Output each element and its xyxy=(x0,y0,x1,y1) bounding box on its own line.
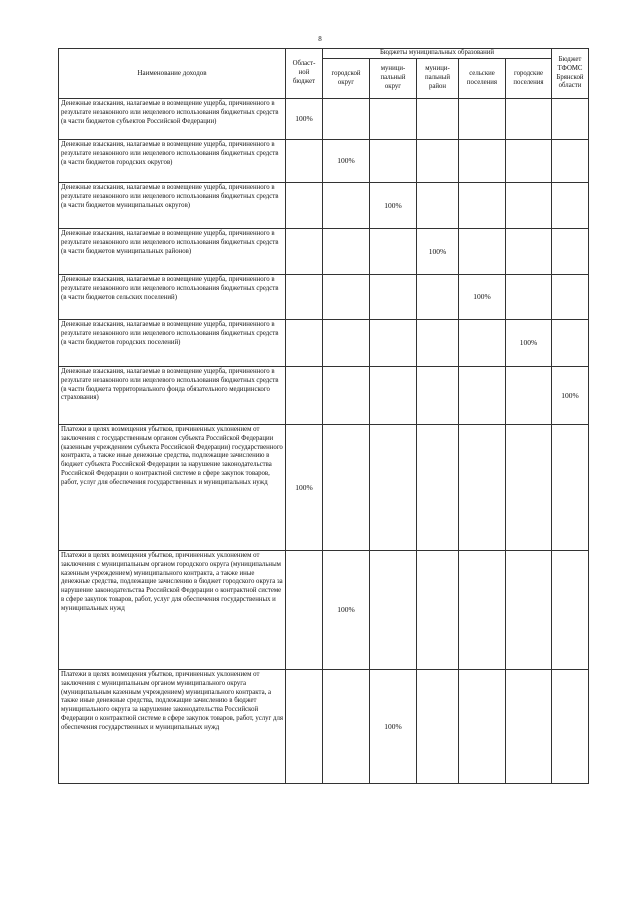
table-row xyxy=(59,551,589,670)
percent-cell xyxy=(370,367,417,425)
percent-cell xyxy=(417,425,459,551)
revenue-name-cell: Денежные взыскания, налагаемые в возмещение ущерба, причиненного в результате незаконного или нецелевого использования бюджетных средств (в части бюджетов сельских поселений) xyxy=(59,275,286,320)
percent-cell xyxy=(370,320,417,367)
percent-cell: 100% xyxy=(370,183,417,229)
revenue-name-cell: Денежные взыскания, налагаемые в возмещение ущерба, причиненного в результате незаконного или нецелевого использования бюджетных средств (в части бюджетов городских округов) xyxy=(59,140,286,183)
percent-cell xyxy=(552,183,589,229)
header-revenue-name: Наименование доходов xyxy=(59,49,286,99)
percent-cell xyxy=(370,99,417,140)
percent-cell xyxy=(506,183,552,229)
percent-cell xyxy=(506,551,552,670)
percent-cell xyxy=(286,551,323,670)
page-number: 8 xyxy=(318,35,322,43)
percent-cell xyxy=(552,670,589,784)
revenue-name-cell: Денежные взыскания, налагаемые в возмещение ущерба, причиненного в результате незаконного или нецелевого использования бюджетных средств (в части бюджета территориального фонда обязательного медицинского страхования) xyxy=(59,367,286,425)
revenue-name-cell: Платежи в целях возмещения убытков, причиненных уклонением от заключения с муниципальным органом муниципального округа (муниципальным казенным учреждением) муниципального контракта, а также иные денежные средства, подлежащие зачислению в бюджет муниципального округа за нарушение законодательства Российской Федерации о контрактной системе в сфере закупок товаров, работ, услуг для обеспечения государственных и муниципальных нужд xyxy=(59,670,286,784)
revenue-name-cell: Платежи в целях возмещения убытков, причиненных уклонением от заключения с муниципальным органом городского округа (муниципальным казенным учреждением) муниципального контракта, а также иные денежные средства, подлежащие зачислению в бюджет городского округа за нарушение законодательства Российской Федерации о контрактной системе в сфере закупок товаров, работ, услуг для обеспечения государственных и муниципальных нужд xyxy=(59,551,286,670)
percent-cell xyxy=(459,99,506,140)
percent-cell xyxy=(417,183,459,229)
percent-cell xyxy=(552,99,589,140)
header-regional-budget: Област- ной бюджет xyxy=(286,49,323,99)
revenue-name-cell: Платежи в целях возмещения убытков, причиненных уклонением от заключения с государственным органом субъекта Российской Федерации (казенным учреждением субъекта Российской Федерации) государственного контракта, а также иные денежные средства, подлежащие зачислению в бюджет субъекта Российской Федерации за нарушение законодательства Российской Федерации о контрактной системе в сфере закупок товаров, работ, услуг для обеспечения государственных и муниципальных нужд xyxy=(59,425,286,551)
percent-cell: 100% xyxy=(286,425,323,551)
revenue-name-cell: Денежные взыскания, налагаемые в возмещение ущерба, причиненного в результате незаконного или нецелевого использования бюджетных средств (в части бюджетов муниципальных округов) xyxy=(59,183,286,229)
percent-cell xyxy=(370,140,417,183)
revenue-name-cell: Денежные взыскания, налагаемые в возмещение ущерба, причиненного в результате незаконного или нецелевого использования бюджетных средств (в части бюджетов муниципальных районов) xyxy=(59,229,286,275)
percent-cell: 100% xyxy=(459,275,506,320)
percent-cell: 100% xyxy=(417,229,459,275)
percent-cell xyxy=(552,140,589,183)
header-rural-settlements: сельские поселения xyxy=(459,59,506,99)
percent-cell xyxy=(286,670,323,784)
table-row xyxy=(59,425,589,551)
percent-cell xyxy=(506,229,552,275)
percent-cell xyxy=(417,99,459,140)
percent-cell xyxy=(459,320,506,367)
percent-cell xyxy=(417,367,459,425)
percent-cell xyxy=(459,140,506,183)
revenue-name-cell: Денежные взыскания, налагаемые в возмещение ущерба, причиненного в результате незаконного или нецелевого использования бюджетных средств (в части бюджетов субъектов Российской Федерации) xyxy=(59,99,286,140)
percent-cell xyxy=(552,425,589,551)
percent-cell xyxy=(417,551,459,670)
percent-cell xyxy=(417,670,459,784)
table-row xyxy=(59,183,589,229)
percent-cell xyxy=(286,140,323,183)
percent-cell xyxy=(286,229,323,275)
header-tfoms-budget: Бюджет ТФОМС Брянской области xyxy=(552,49,589,99)
percent-cell xyxy=(459,425,506,551)
percent-cell: 100% xyxy=(506,320,552,367)
percent-cell xyxy=(552,229,589,275)
percent-cell xyxy=(323,275,370,320)
percent-cell: 100% xyxy=(286,99,323,140)
percent-cell xyxy=(323,670,370,784)
percent-cell xyxy=(286,367,323,425)
percent-cell xyxy=(506,367,552,425)
revenue-name-cell: Денежные взыскания, налагаемые в возмещение ущерба, причиненного в результате незаконного или нецелевого использования бюджетных средств (в части бюджетов городских поселений) xyxy=(59,320,286,367)
percent-cell: 100% xyxy=(552,367,589,425)
percent-cell xyxy=(370,425,417,551)
percent-cell xyxy=(552,275,589,320)
percent-cell: 100% xyxy=(323,551,370,670)
percent-cell xyxy=(506,275,552,320)
table-row xyxy=(59,320,589,367)
header-urban-settlements: городские поселения xyxy=(506,59,552,99)
percent-cell: 100% xyxy=(323,140,370,183)
percent-cell xyxy=(506,425,552,551)
percent-cell xyxy=(506,670,552,784)
percent-cell xyxy=(370,551,417,670)
table-row xyxy=(59,140,589,183)
table-row xyxy=(59,99,589,140)
revenue-distribution-table xyxy=(58,48,589,784)
percent-cell xyxy=(323,229,370,275)
percent-cell xyxy=(370,229,417,275)
percent-cell xyxy=(323,99,370,140)
table-body xyxy=(59,99,589,784)
header-municipal-budgets: Бюджеты муниципальных образований xyxy=(323,49,552,59)
percent-cell xyxy=(370,275,417,320)
percent-cell xyxy=(417,320,459,367)
table-row xyxy=(59,275,589,320)
percent-cell xyxy=(506,140,552,183)
table-row xyxy=(59,229,589,275)
table-row xyxy=(59,367,589,425)
percent-cell xyxy=(286,183,323,229)
table-row xyxy=(59,670,589,784)
percent-cell xyxy=(323,367,370,425)
header-municipal-area: муници- пальный район xyxy=(417,59,459,99)
header-municipal-district: муници- пальный округ xyxy=(370,59,417,99)
percent-cell xyxy=(286,320,323,367)
percent-cell xyxy=(417,140,459,183)
percent-cell xyxy=(323,320,370,367)
percent-cell xyxy=(552,551,589,670)
percent-cell xyxy=(552,320,589,367)
percent-cell xyxy=(323,183,370,229)
percent-cell xyxy=(459,551,506,670)
percent-cell xyxy=(459,229,506,275)
percent-cell xyxy=(459,183,506,229)
percent-cell xyxy=(459,367,506,425)
percent-cell xyxy=(506,99,552,140)
percent-cell xyxy=(323,425,370,551)
percent-cell xyxy=(286,275,323,320)
percent-cell xyxy=(417,275,459,320)
header-city-district: городской округ xyxy=(323,59,370,99)
percent-cell xyxy=(459,670,506,784)
percent-cell: 100% xyxy=(370,670,417,784)
